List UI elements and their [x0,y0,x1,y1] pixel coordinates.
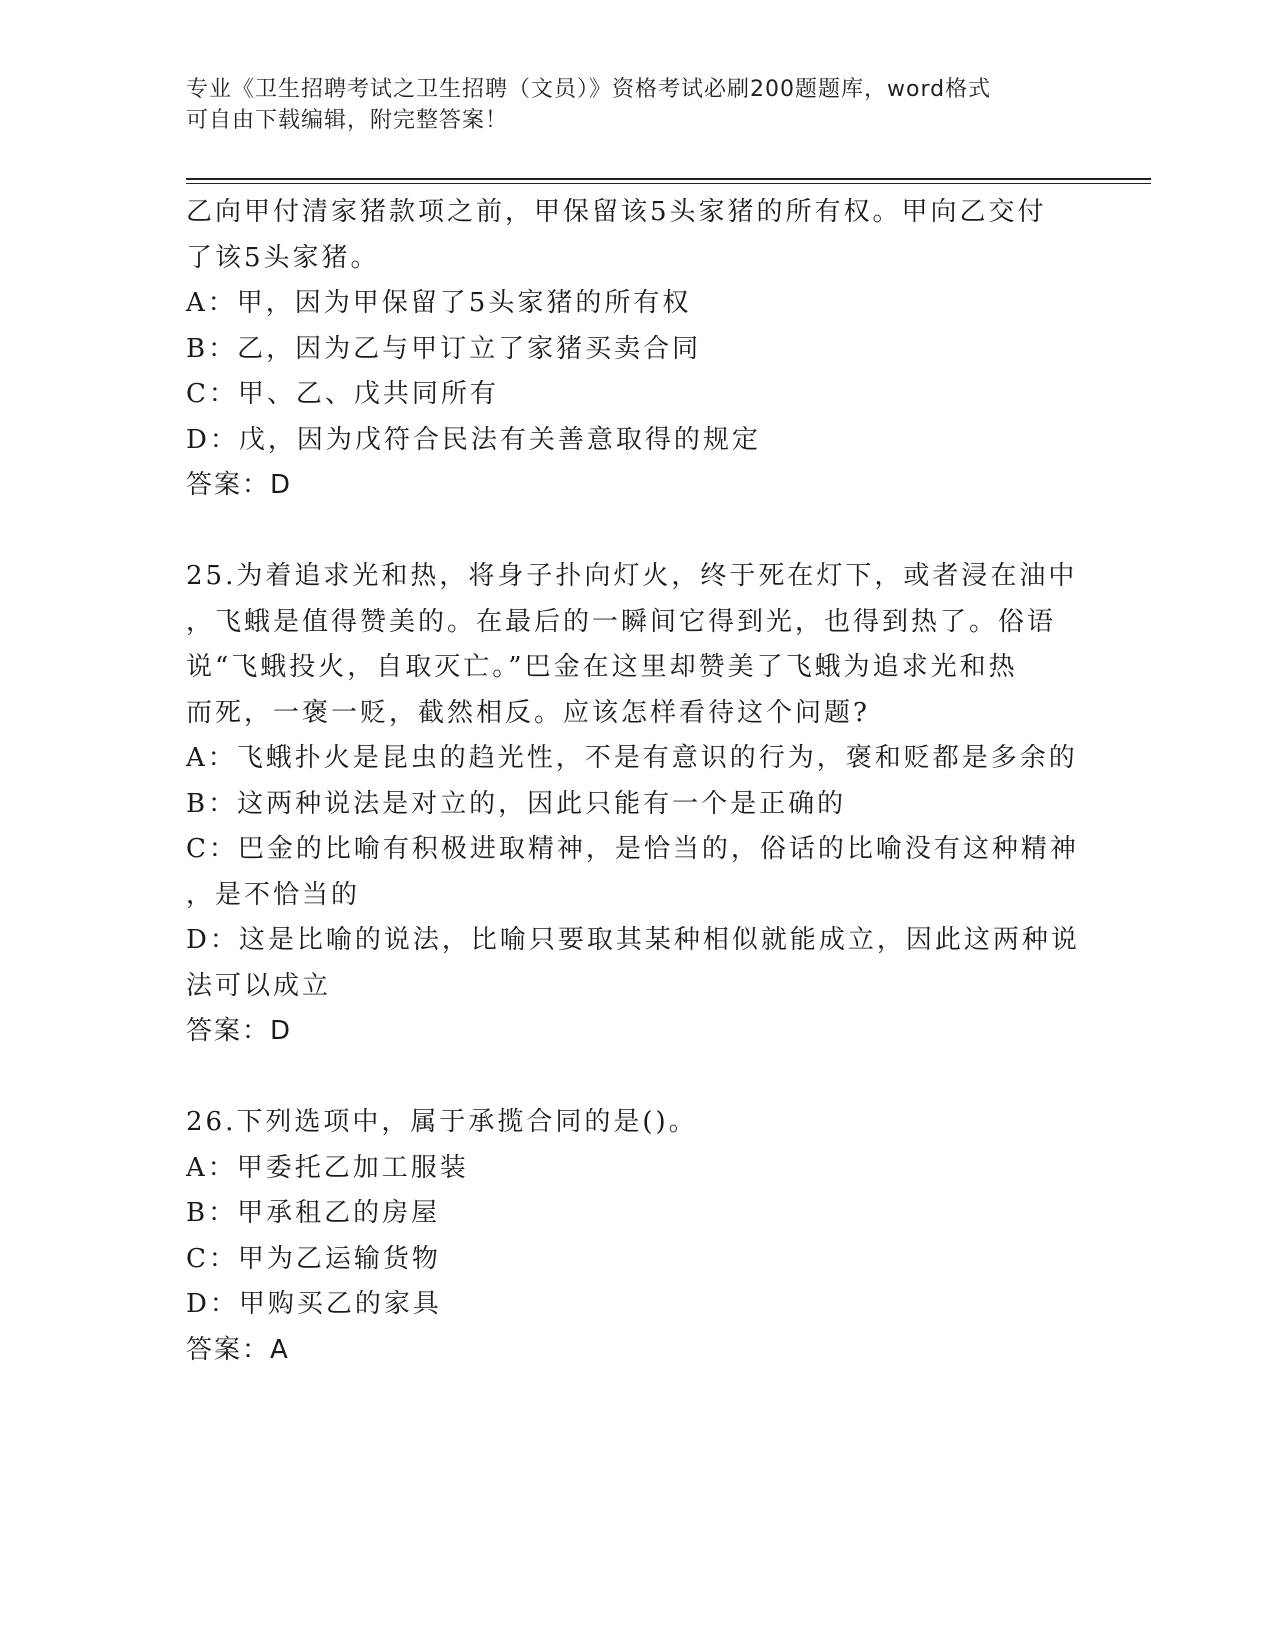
question-24 [186,190,1086,509]
option-d: D：戊，因为戊符合民法有关善意取得的规定 [186,424,761,455]
option-a: A：飞蛾扑火是昆虫的趋光性，不是有意识的行为，褒和贬都是多余的 [186,743,1078,773]
question-spacer [186,509,1086,555]
document-header [186,74,1066,136]
option-a: A：甲，因为甲保留了5头家猪的所有权 [186,288,692,318]
option-d: D：甲购买乙的家具 [186,1289,442,1319]
question-stem-line: 26.下列选项中，属于承揽合同的是()。 [186,1107,698,1137]
question-stem-line: 了该5头家猪。 [186,242,380,273]
answer-line: 答案：D [186,470,293,500]
answer-line: 答案：D [186,1016,293,1046]
option-d: D：这是比喻的说法，比喻只要取其某种相似就能成立，因此这两种说 [186,925,1080,955]
option-b: B：乙，因为乙与甲订立了家猪买卖合同 [186,333,702,364]
question-spacer [186,1055,1086,1101]
answer-line: 答案：A [186,1334,290,1365]
option-c: C：甲为乙运输货物 [186,1243,441,1274]
header-divider-thin [186,183,1151,184]
question-26 [186,1100,1086,1373]
header-title-line-1: 专业《卫生招聘考试之卫生招聘（文员）》资格考试必刷200题题库，word格式 [186,77,992,102]
option-b: B：甲承租乙的房屋 [186,1198,441,1228]
question-25 [186,554,1086,1055]
option-c-continued: ，是不恰当的 [186,879,361,910]
option-c: C：巴金的比喻有积极进取精神，是恰当的，俗话的比喻没有这种精神 [186,834,1079,864]
option-b: B：这两种说法是对立的，因此只能有一个是正确的 [186,788,847,819]
header-divider-thick [186,178,1151,180]
option-a: A：甲委托乙加工服装 [186,1152,469,1183]
option-c: C：甲、乙、戊共同所有 [186,379,499,409]
header-title-line-2: 可自由下载编辑，附完整答案！ [186,108,509,133]
question-list [186,190,1086,1373]
question-stem-line: 乙向甲付清家猪款项之前，甲保留该5头家猪的所有权。甲向乙交付 [186,197,1047,227]
question-stem-line: ，飞蛾是值得赞美的。在最后的一瞬间它得到光，也得到热了。俗语 [186,606,1057,637]
question-stem-line: 25.为着追求光和热，将身子扑向灯火，终于死在灯下，或者浸在油中 [186,561,1078,591]
question-stem-line: 而死，一褒一贬，截然相反。应该怎样看待这个问题? [186,697,870,728]
question-stem-line: 说“飞蛾投火，自取灭亡。”巴金在这里却赞美了飞蛾为追求光和热 [186,652,1018,682]
option-d-continued: 法可以成立 [186,970,332,1001]
